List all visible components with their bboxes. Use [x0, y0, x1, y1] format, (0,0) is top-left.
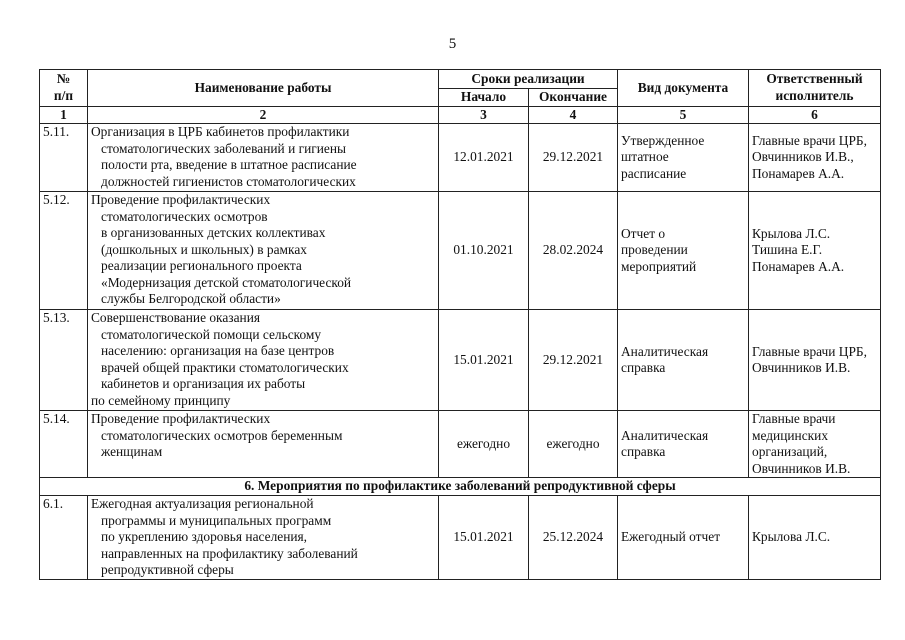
header-start: Начало — [439, 89, 529, 107]
responsible: Крылова Л.С. — [749, 496, 881, 580]
responsible: Главные врачи ЦРБ, Овчинников И.В., Понамарев А.А. — [749, 124, 881, 192]
column-number: 2 — [88, 106, 439, 124]
column-number: 3 — [439, 106, 529, 124]
work-name: Ежегодная актуализация региональной программы и муниципальных программ по укреплению здоровья населения, направленных на профилактику заболеваний репродуктивной сферы — [88, 496, 439, 580]
document-type: Аналитическая справка — [618, 411, 749, 478]
table-row — [40, 496, 881, 580]
section-title: 6. Мероприятия по профилактике заболеваний репродуктивной сферы — [40, 478, 881, 496]
work-name: Проведение профилактических стоматологических осмотров беременным женщинам — [88, 411, 439, 478]
work-name: Совершенствование оказания стоматологической помощи сельскому населению: организация на базе центров врачей общей практики стоматологических кабинетов и организация их работы по семейному принципу — [88, 310, 439, 411]
start-date: 15.01.2021 — [439, 496, 529, 580]
end-date: 29.12.2021 — [529, 124, 618, 192]
column-number: 6 — [749, 106, 881, 124]
table-row — [40, 411, 881, 478]
header-responsible: Ответственный исполнитель — [749, 70, 881, 107]
header-terms: Сроки реализации — [439, 70, 618, 89]
column-number: 1 — [40, 106, 88, 124]
responsible: Главные врачи ЦРБ, Овчинников И.В. — [749, 310, 881, 411]
column-number: 5 — [618, 106, 749, 124]
header-document-type: Вид документа — [618, 70, 749, 107]
page-number: 5 — [448, 36, 457, 52]
table-row — [40, 310, 881, 411]
document-type: Аналитическая справка — [618, 310, 749, 411]
responsible: Главные врачи медицинских организаций, Овчинников И.В. — [749, 411, 881, 478]
column-numbers-row — [40, 106, 881, 124]
work-name: Организация в ЦРБ кабинетов профилактики стоматологических заболеваний и гигиены полости рта, введение в штатное расписание должностей гигиенистов стоматологических — [88, 124, 439, 192]
start-date: 01.10.2021 — [439, 192, 529, 310]
row-number: 5.14. — [40, 411, 88, 478]
end-date: ежегодно — [529, 411, 618, 478]
row-number: 5.11. — [40, 124, 88, 192]
row-number: 5.12. — [40, 192, 88, 310]
header-end: Окончание — [529, 89, 618, 107]
document-type: Ежегодный отчет — [618, 496, 749, 580]
document-type: Отчет о проведении мероприятий — [618, 192, 749, 310]
table-row — [40, 124, 881, 192]
end-date: 29.12.2021 — [529, 310, 618, 411]
end-date: 25.12.2024 — [529, 496, 618, 580]
row-number: 5.13. — [40, 310, 88, 411]
header-work-name: Наименование работы — [88, 70, 439, 107]
section-row — [40, 478, 881, 496]
start-date: 15.01.2021 — [439, 310, 529, 411]
row-number: 6.1. — [40, 496, 88, 580]
end-date: 28.02.2024 — [529, 192, 618, 310]
table-row — [40, 192, 881, 310]
plan-table — [39, 69, 881, 580]
document-type: Утвержденное штатное расписание — [618, 124, 749, 192]
column-number: 4 — [529, 106, 618, 124]
work-name: Проведение профилактических стоматологических осмотров в организованных детских коллективах (дошкольных и школьных) в рамках реализации регионального проекта «Модернизация детской стоматологической службы Белгородской области» — [88, 192, 439, 310]
start-date: ежегодно — [439, 411, 529, 478]
start-date: 12.01.2021 — [439, 124, 529, 192]
responsible: Крылова Л.С. Тишина Е.Г. Понамарев А.А. — [749, 192, 881, 310]
header-number: № п/п — [40, 70, 88, 107]
